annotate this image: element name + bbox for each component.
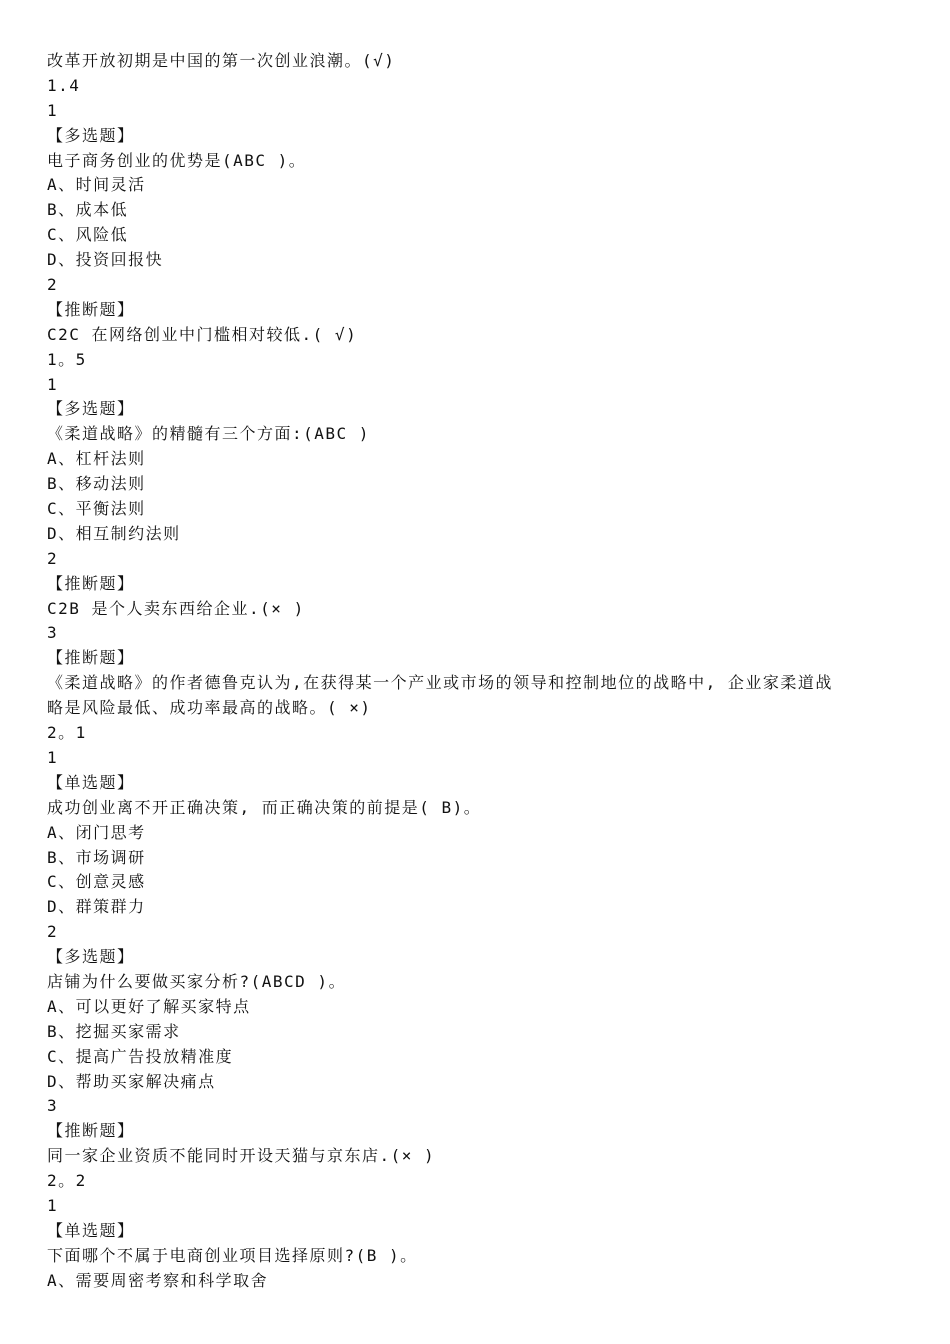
option-c: C、平衡法则 bbox=[47, 499, 146, 519]
option-b: B、成本低 bbox=[47, 200, 129, 220]
question-type-label: 【推断题】 bbox=[47, 648, 135, 668]
option-c: C、提高广告投放精准度 bbox=[47, 1046, 234, 1066]
question-text: C2C 在网络创业中门槛相对较低.( √) bbox=[47, 324, 358, 344]
option-d: D、帮助买家解决痛点 bbox=[47, 1071, 216, 1091]
option-a: A、闭门思考 bbox=[47, 822, 146, 842]
question-number: 1 bbox=[47, 747, 59, 767]
option-d: D、相互制约法则 bbox=[47, 523, 181, 543]
question-text: 《柔道战略》的精髓有三个方面:(ABC ) bbox=[47, 424, 370, 444]
option-a: A、杠杆法则 bbox=[47, 449, 146, 469]
question-type-label: 【推断题】 bbox=[47, 299, 135, 319]
question-number: 3 bbox=[47, 1096, 59, 1116]
question-text: 店铺为什么要做买家分析?(ABCD )。 bbox=[47, 971, 347, 991]
question-text: 电子商务创业的优势是(ABC )。 bbox=[47, 150, 307, 170]
question-number: 1 bbox=[47, 100, 59, 120]
option-b: B、挖掘买家需求 bbox=[47, 1021, 181, 1041]
question-type-label: 【多选题】 bbox=[47, 399, 135, 419]
question-number: 1 bbox=[47, 374, 59, 394]
question-type-label: 【多选题】 bbox=[47, 947, 135, 967]
text-line: 改革开放初期是中国的第一次创业浪潮。(√) bbox=[47, 51, 396, 70]
option-b: B、市场调研 bbox=[47, 847, 146, 867]
section-number: 1。5 bbox=[47, 349, 87, 369]
question-text: 下面哪个不属于电商创业项目选择原则?(B )。 bbox=[47, 1245, 418, 1265]
question-number: 3 bbox=[47, 623, 59, 643]
question-text: C2B 是个人卖东西给企业.(× ) bbox=[47, 598, 305, 618]
question-number: 2 bbox=[47, 548, 59, 568]
question-number: 1 bbox=[47, 1195, 59, 1215]
option-c: C、创意灵感 bbox=[47, 872, 146, 892]
question-number: 2 bbox=[47, 922, 59, 942]
option-d: D、群策群力 bbox=[47, 897, 146, 917]
option-a: A、需要周密考察和科学取舍 bbox=[47, 1270, 269, 1290]
document-page bbox=[47, 49, 917, 1294]
question-number: 2 bbox=[47, 275, 59, 295]
option-c: C、风险低 bbox=[47, 225, 129, 245]
option-a: A、时间灵活 bbox=[47, 175, 146, 195]
question-text: 《柔道战略》的作者德鲁克认为,在获得某一个产业或市场的领导和控制地位的战略中, 企业家柔道战 bbox=[47, 673, 833, 693]
option-d: D、投资回报快 bbox=[47, 250, 164, 270]
question-type-label: 【推断题】 bbox=[47, 573, 135, 593]
question-text-continued: 略是风险最低、成功率最高的战略。( ×) bbox=[47, 698, 372, 718]
option-b: B、移动法则 bbox=[47, 474, 146, 494]
section-number: 2。1 bbox=[47, 723, 87, 743]
option-a: A、可以更好了解买家特点 bbox=[47, 996, 251, 1016]
question-text: 同一家企业资质不能同时开设天猫与京东店.(× ) bbox=[47, 1146, 436, 1166]
section-number: 1.4 bbox=[47, 75, 81, 95]
question-type-label: 【单选题】 bbox=[47, 1220, 135, 1240]
question-type-label: 【多选题】 bbox=[47, 125, 135, 145]
question-type-label: 【单选题】 bbox=[47, 772, 135, 792]
question-text: 成功创业离不开正确决策, 而正确决策的前提是( B)。 bbox=[47, 797, 482, 817]
question-type-label: 【推断题】 bbox=[47, 1121, 135, 1141]
section-number: 2。2 bbox=[47, 1171, 87, 1191]
